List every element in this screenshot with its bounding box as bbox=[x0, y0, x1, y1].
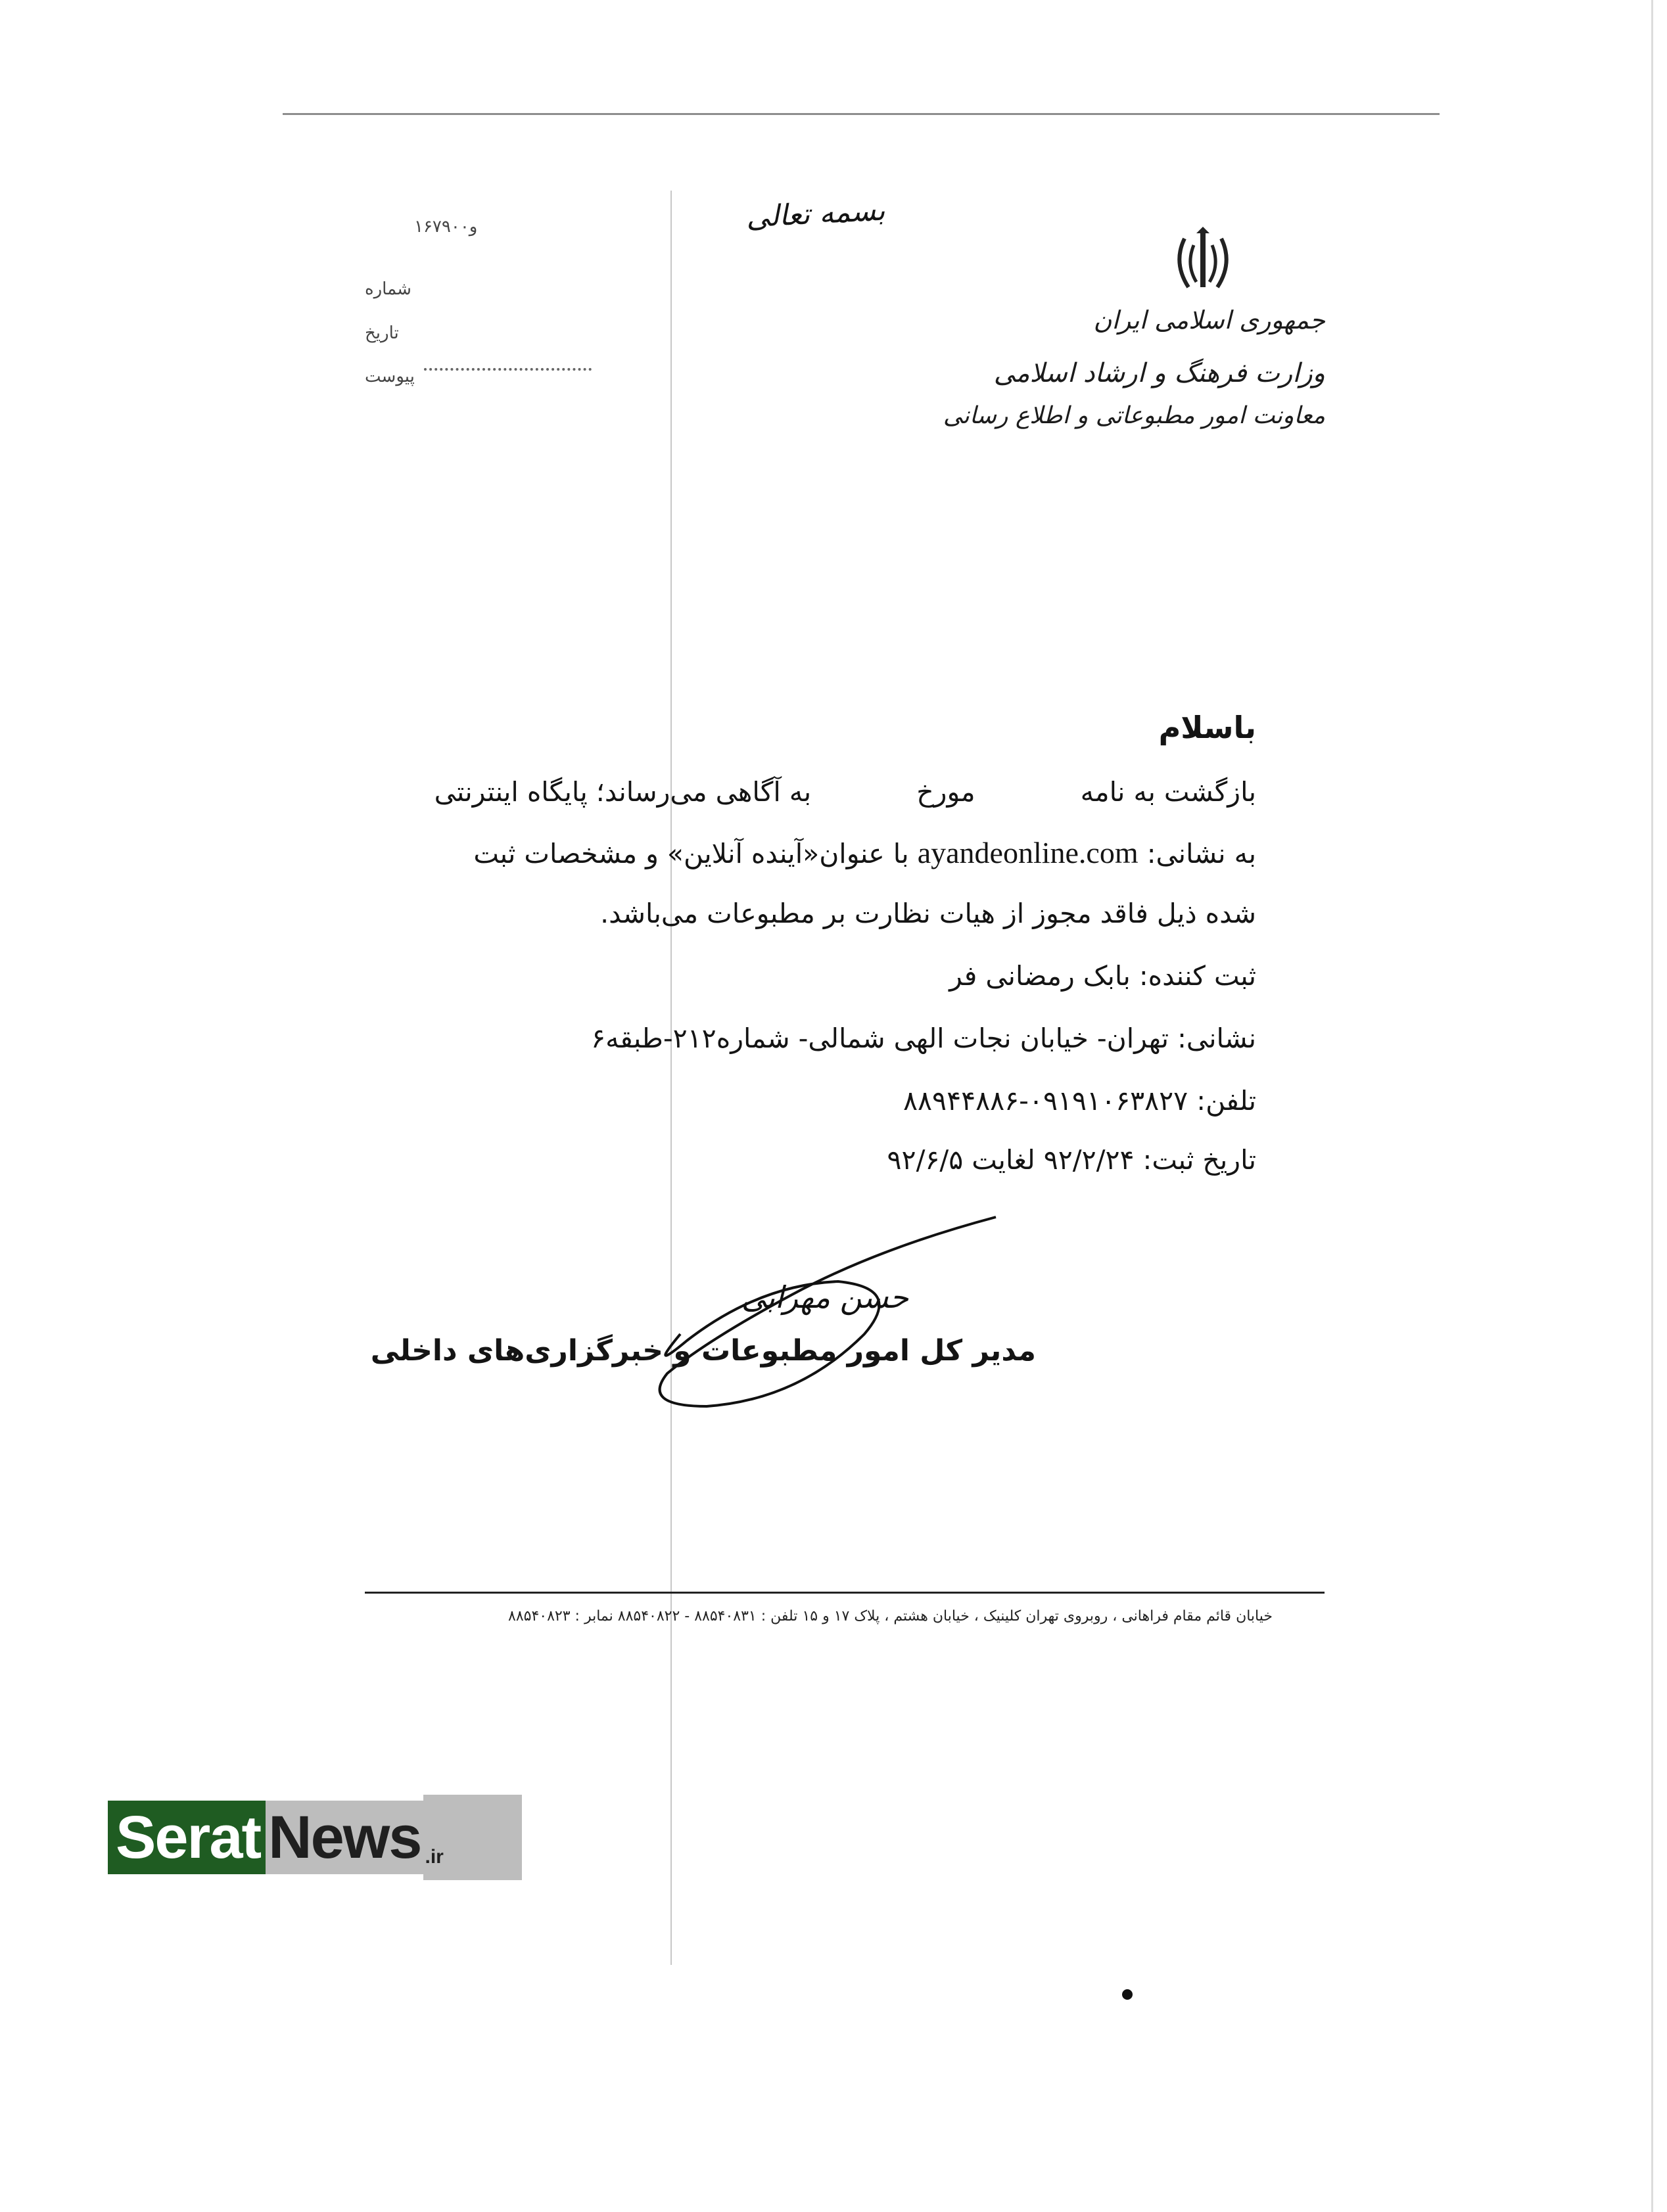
org-line-deputy: معاونت امور مطبوعاتی و اطلاع رسانی bbox=[943, 402, 1325, 429]
body-line-3: شده ذیل فاقد مجوز از هیات نظارت بر مطبوعات می‌باشد. bbox=[600, 898, 1256, 929]
basmala: بسمه تعالی bbox=[745, 193, 886, 235]
org-line-republic: جمهوری اسلامی ایران bbox=[1093, 306, 1325, 334]
reference-number: و۱۶۷۹۰۰ bbox=[414, 217, 478, 237]
number-label: شماره bbox=[365, 279, 411, 299]
footer-divider bbox=[365, 1592, 1325, 1594]
registrant: ثبت کننده: بابک رمضانی فر bbox=[949, 960, 1256, 992]
signer-name: حسن مهرابی bbox=[741, 1279, 909, 1315]
scan-edge-right bbox=[1651, 0, 1653, 2212]
scan-speck bbox=[1122, 1989, 1133, 2000]
scan-edge-top bbox=[283, 113, 1440, 115]
website-address: ayandeonline.com bbox=[917, 836, 1139, 869]
attachment-dotted-line bbox=[424, 368, 592, 371]
seratnews-logo bbox=[108, 1801, 522, 1874]
phone: تلفن: ۰۹۱۹۱۰۶۳۸۲۷-۸۸۹۴۴۸۸۶ bbox=[903, 1085, 1256, 1117]
registration-date: تاریخ ثبت: ۹۲/۲/۲۴ لغایت ۹۲/۶/۵ bbox=[887, 1144, 1256, 1176]
org-line-ministry: وزارت فرهنگ و ارشاد اسلامی bbox=[993, 358, 1325, 388]
body-line-2-a: به نشانی: bbox=[1146, 838, 1256, 869]
address: نشانی: تهران- خیابان نجات الهی شمالی- شماره۲۱۲-طبقه۶ bbox=[591, 1023, 1256, 1054]
greeting: باسلام bbox=[1158, 710, 1256, 745]
body-line-1 bbox=[434, 776, 1256, 808]
body-line-2-b: با عنوان«آینده آنلاین» و مشخصات ثبت bbox=[473, 838, 909, 869]
date-label: تاریخ bbox=[365, 323, 399, 343]
logo-news-text: News bbox=[266, 1801, 423, 1874]
logo-ir-suffix: .ir bbox=[423, 1795, 522, 1880]
body-line-1-a: بازگشت به نامه bbox=[1080, 776, 1256, 808]
signatory-title: مدیر کل امور مطبوعات و خبرگزاری‌های داخلی bbox=[370, 1334, 1036, 1368]
signature-mark bbox=[628, 1209, 1009, 1426]
iran-emblem-icon bbox=[1170, 227, 1236, 299]
body-line-2 bbox=[473, 838, 1256, 868]
body-line-1-b: مورخ bbox=[916, 776, 975, 808]
footer-address: خیابان قائم مقام فراهانی ، روبروی تهران کلینیک ، خیابان هشتم ، پلاک ۱۷ و ۱۵ تلفن : ۸۸۵۴۰۸۳۱ - ۸۸۵۴۰۸۲۲ نمابر : ۸۸۵۴۰۸۲۳ bbox=[508, 1608, 1273, 1624]
logo-serat-text: Serat bbox=[108, 1801, 266, 1874]
paper-fold-line bbox=[670, 191, 672, 1965]
attachment-label: پیوست bbox=[365, 367, 415, 386]
body-line-1-c: به آگاهی می‌رساند؛ پایگاه اینترنتی bbox=[434, 776, 812, 808]
